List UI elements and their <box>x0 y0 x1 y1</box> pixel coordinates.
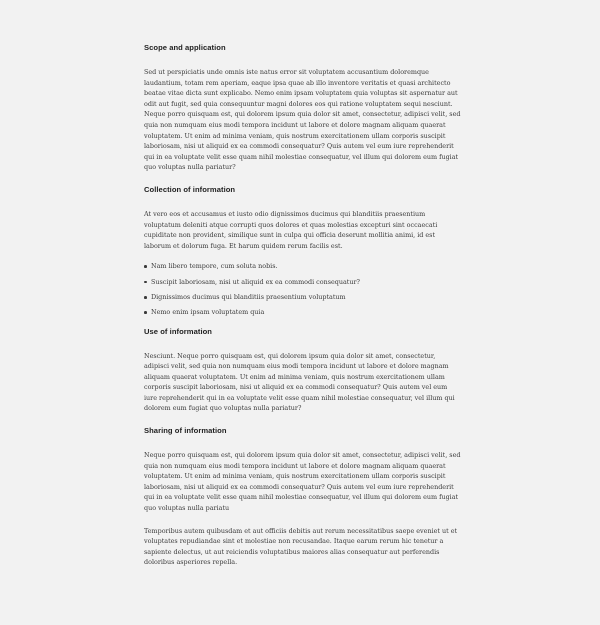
section-heading-use: Use of information <box>144 326 212 336</box>
list-item-text: Suscipit laboriosam, nisi ut aliquid ex ea commodi consequatur? <box>151 277 360 286</box>
list-item-text: Nam libero tempore, cum soluta nobis. <box>151 262 278 271</box>
document-body <box>144 41 462 568</box>
list-item-text: Dignissimos ducimus qui blanditiis praesentium voluptatum <box>151 292 346 301</box>
paragraph-sharing-2: Temporibus autem quibusdam et aut officiis debitis aut rerum necessitatibus saepe eveniet ut et voluptates repudiandae sint et molestiae non recusandae. Itaque earum rerum hic tenetur a sapiente delectus, ut aut reiciendis voluptatibus maiores alias consequatur aut perferendis doloribus asperiores repella. <box>144 526 458 567</box>
list-item <box>144 277 462 292</box>
section-heading-sharing: Sharing of information <box>144 426 227 436</box>
paragraph-scope: Sed ut perspiciatis unde omnis iste natus error sit voluptatem accusantium doloremque laudantium, totam rem aperiam, eaque ipsa quae ab illo inventore veritatis et quasi architecto beatae vitae dicta sunt explicabo. Nemo enim ipsam voluptatem quia voluptas sit aspernatur aut odit aut fugit, sed quia consequuntur magni dolores eos qui ratione voluptatem sequi nesciunt. Neque porro quisquam est, qui dolorem ipsum quia dolor sit amet, consectetur, adipisci velit, sed quia non numquam eius modi tempora incidunt ut labore et dolore magnam aliquam quaerat voluptatem. Ut enim ad minima veniam, quis nostrum exercitationem ullam corporis suscipit laboriosam, nisi ut aliquid ex ea commodi consequatur? Quis autem vel eum iure reprehenderit qui in ea voluptate velit esse quam nihil molestiae consequatur, vel illum qui dolorem eum fugiat quo voluptas nulla pariatur? <box>144 68 461 172</box>
bullet-icon <box>144 265 147 268</box>
section-heading-scope: Scope and application <box>144 43 226 52</box>
bullet-list <box>144 261 462 322</box>
list-item-text: Nemo enim ipsam voluptatem quia <box>151 308 265 317</box>
bullet-icon <box>144 311 147 314</box>
paragraph-collection: At vero eos et accusamus et iusto odio dignissimos ducimus qui blanditiis praesentium voluptatum deleniti atque corrupti quos dolores et quas molestias excepturi sint occaecati cupiditate non provident, similique sunt in culpa qui officia deserunt mollitia animi, id est laborum et dolorum fuga. Et harum quidem rerum facilis est. <box>144 209 438 250</box>
bullet-icon <box>144 296 147 299</box>
paragraph-sharing: Neque porro quisquam est, qui dolorem ipsum quia dolor sit amet, consectetur, adipisci velit, sed quia non numquam eius modi tempora incidunt ut labore et dolore magnam aliquam quaerat voluptatem. Ut enim ad minima veniam, quis nostrum exercitationem ullam corporis suscipit laboriosam, nisi ut aliquid ex ea commodi consequatur? Quis autem vel eum iure reprehenderit qui in ea voluptate velit esse quam nihil molestiae consequatur, vel illum qui dolorem eum fugiat quo voluptas nulla pariatu <box>144 451 461 513</box>
list-item <box>144 261 462 276</box>
list-item <box>144 307 462 322</box>
paragraph-use: Nesciunt. Neque porro quisquam est, qui dolorem ipsum quia dolor sit amet, consectetur, adipisci velit, sed quia non numquam eius modi tempora incidunt ut labore et dolore magnam aliquam quaerat voluptatem. Ut enim ad minima veniam, quis nostrum exercitationem ullam corporis suscipit laboriosam, nisi ut aliquid ex ea commodi consequatur? Quis autem vel eum iure reprehenderit qui in ea voluptate velit esse quam nihil molestiae consequatur, vel illum qui dolorem eum fugiat quo voluptas nulla pariatur? <box>144 351 455 413</box>
list-item <box>144 292 462 307</box>
section-heading-collection: Collection of information <box>144 184 236 194</box>
bullet-icon <box>144 281 147 284</box>
